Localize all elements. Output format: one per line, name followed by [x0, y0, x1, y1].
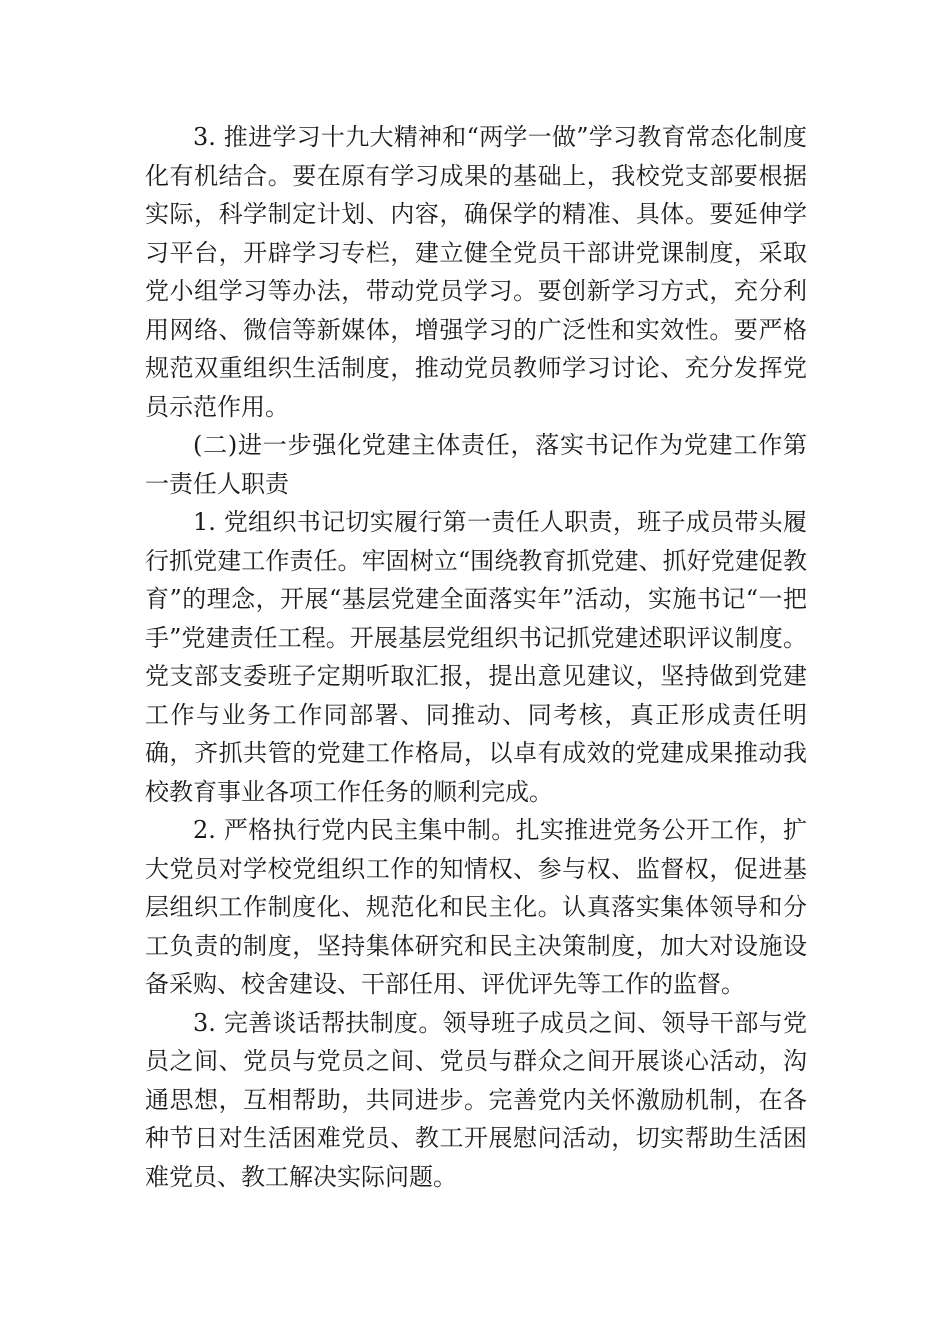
paragraph-democratic-centralism: 2. 严格执行党内民主集中制。扎实推进党务公开工作，扩大党员对学校党组织工作的知情权、参与权、监督权，促进基层组织工作制度化、规范化和民主化。认真落实集体领导和分工负责的制度，坚持集体研究和民主决策制度，加大对设施设备采购、校舍建设、干部任用、评优评先等工作的监督。 — [145, 816, 807, 998]
paragraph-talk-support: 3. 完善谈话帮扶制度。领导班子成员之间、领导干部与党员之间、党员与党员之间、党员与群众之间开展谈心活动，沟通思想，互相帮助，共同进步。完善党内关怀激励机制，在各种节日对生活困难党员、教工开展慰问活动，切实帮助生活困难党员、教工解决实际问题。 — [145, 1008, 807, 1191]
paragraph-secretary-duty: 1. 党组织书记切实履行第一责任人职责，班子成员带头履行抓党建工作责任。牢固树立“围绕教育抓党建、抓好党建促教育”的理念，开展“基层党建全面落实年”活动，实施书记“一把手”党建责任工程。开展基层党组织书记抓党建述职评议制度。党支部支委班子定期听取汇报，提出意见建议，坚持做到党建工作与业务工作同部署、同推动、同考核，真正形成责任明确，齐抓共管的党建工作格局，以卓有成效的党建成果推动我校教育事业各项工作任务的顺利完成。 — [145, 508, 807, 806]
document-body — [145, 118, 807, 1196]
paragraph-study-integration: 3. 推进学习十九大精神和“两学一做”学习教育常态化制度化有机结合。要在原有学习成果的基础上，我校党支部要根据实际，科学制定计划、内容，确保学的精准、具体。要延伸学习平台，开辟学习专栏，建立健全党员干部讲党课制度，采取党小组学习等办法，带动党员学习。要创新学习方式，充分利用网络、微信等新媒体，增强学习的广泛性和实效性。要严格规范双重组织生活制度，推动党员教师学习讨论、充分发挥党员示范作用。 — [145, 123, 807, 421]
section-heading-party-responsibility: (二)进一步强化党建主体责任，落实书记作为党建工作第一责任人职责 — [145, 431, 807, 498]
